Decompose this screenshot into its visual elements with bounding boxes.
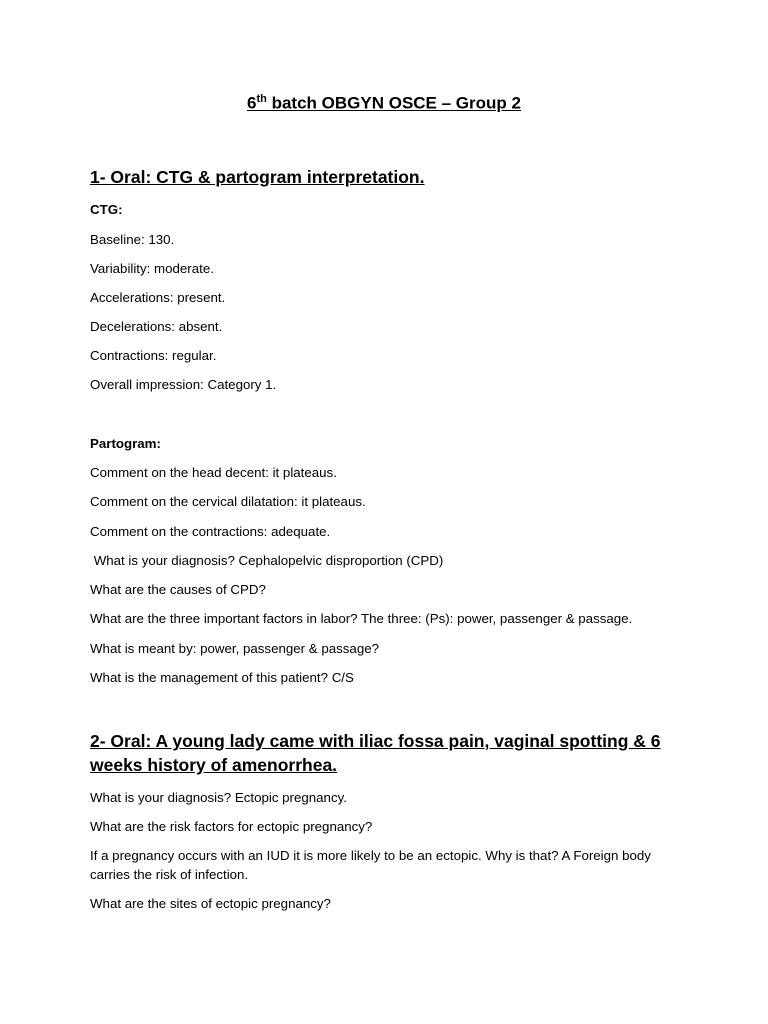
ctg-line: Contractions: regular. — [90, 348, 217, 363]
section2-line: What are the risk factors for ectopic pregnancy? — [90, 819, 373, 834]
section2-line: If a pregnancy occurs with an IUD it is more likely to be an ectopic. Why is that? A Foreign body carries the risk of infection. — [90, 848, 651, 882]
partogram-line: Comment on the head decent: it plateaus. — [90, 465, 337, 480]
title-superscript: th — [256, 93, 267, 105]
partogram-line: What is the management of this patient? C/S — [90, 670, 354, 685]
partogram-line: What is meant by: power, passenger & passage? — [90, 641, 379, 656]
section1-heading: 1- Oral: CTG & partogram interpretation. — [90, 167, 425, 187]
document-title — [0, 93, 768, 114]
partogram-line: Comment on the cervical dilatation: it plateaus. — [90, 494, 366, 509]
ctg-line: Variability: moderate. — [90, 261, 214, 276]
section2-line: What are the sites of ectopic pregnancy? — [90, 896, 331, 911]
ctg-line: Decelerations: absent. — [90, 319, 223, 334]
ctg-line: Baseline: 130. — [90, 232, 175, 247]
section2-heading: 2- Oral: A young lady came with iliac fossa pain, vaginal spotting & 6 weeks history of amenorrhea. — [90, 731, 661, 775]
ctg-line: Overall impression: Category 1. — [90, 377, 277, 392]
partogram-line: Comment on the contractions: adequate. — [90, 524, 331, 539]
partogram-line: What are the causes of CPD? — [90, 582, 266, 597]
partogram-label: Partogram: — [90, 436, 161, 451]
ctg-label: CTG: — [90, 202, 123, 217]
title-number: 6 — [247, 93, 257, 113]
title-text: batch OBGYN OSCE – Group 2 — [266, 93, 521, 113]
partogram-line: What is your diagnosis? Cephalopelvic disproportion (CPD) — [90, 553, 444, 568]
section2-line: What is your diagnosis? Ectopic pregnancy. — [90, 790, 347, 805]
ctg-line: Accelerations: present. — [90, 290, 226, 305]
partogram-line: What are the three important factors in labor? The three: (Ps): power, passenger & passage. — [90, 611, 633, 626]
